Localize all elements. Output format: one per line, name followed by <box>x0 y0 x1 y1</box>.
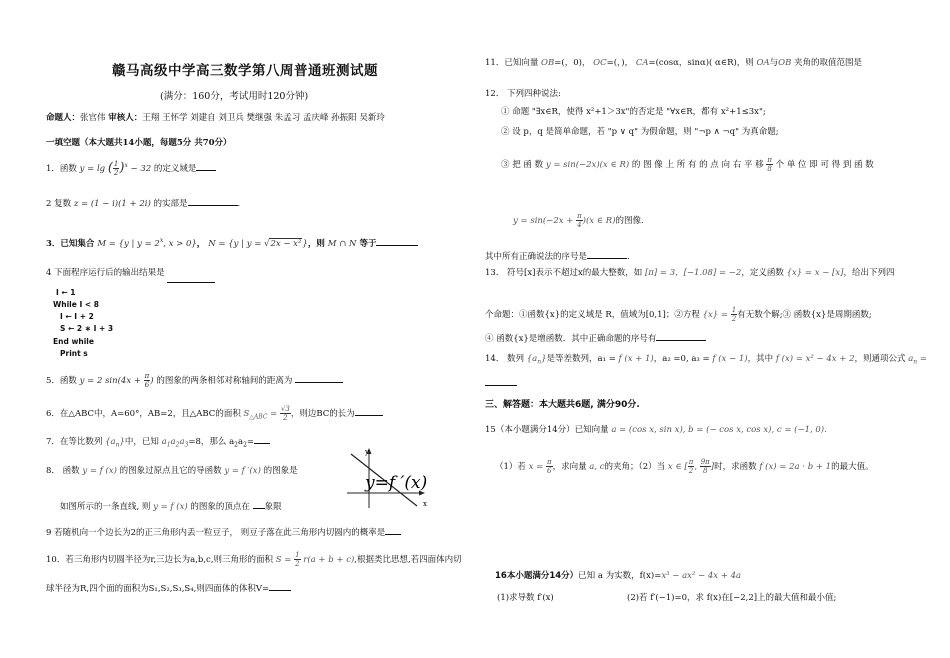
q13-def: {x} = x − [x] <box>786 268 844 278</box>
q16-part-1: (1)求导数 f′(x) <box>497 593 554 603</box>
q14-prefix: 14． 数列 <box>485 354 525 364</box>
q15-part2: 时，求函数 <box>714 462 757 472</box>
question-15-parts <box>495 458 874 475</box>
q2-end: . <box>237 199 241 209</box>
answer-blank[interactable] <box>376 236 418 246</box>
question-13 <box>485 267 894 279</box>
answer-blank[interactable] <box>485 376 517 386</box>
answer-blank[interactable] <box>254 434 270 444</box>
q3-intersection: M ∩ N <box>327 238 357 249</box>
answer-blank[interactable] <box>188 196 238 206</box>
q12-statement-3-line2 <box>513 212 644 229</box>
answer-blank[interactable] <box>167 273 215 283</box>
q10-prefix: 10．若三角形内切圆半径为r,三边长为a,b,c,则三角形的面积 <box>46 555 274 565</box>
q11-vector-oa: OA <box>756 58 770 68</box>
q15-x-value: x = $\frac{\pi}{6}$ <box>528 458 552 475</box>
q12-statement-2: ② 设 p，q 是简单命题，若 "p ∨ q" 为假命题，则 "¬p ∧ ¬q" 为真命题; <box>501 127 779 137</box>
q15-part1b: ，求向量 <box>552 462 587 472</box>
q8-end: 象限 <box>264 502 282 512</box>
question-5 <box>46 372 343 389</box>
q16-formula: x³ − ax² − 4x + 4a <box>661 571 742 581</box>
page-title: 赣马高级中学高三数学第八周普通班测试题 <box>112 63 378 79</box>
question-4 <box>46 265 215 279</box>
graph-label: y=f ′(x) <box>365 473 428 493</box>
question-10-line2 <box>46 581 291 595</box>
section1-heading: 一填空题（本大题共14小题，每题5分 共70分） <box>46 138 232 148</box>
q7-sequence: $\{a_n\}$ <box>105 437 125 449</box>
q13-line3-text: ④ 函数{x}是增函数．其中正确命题的序号有 <box>485 334 657 344</box>
answer-blank[interactable] <box>385 525 401 535</box>
authors-line <box>46 112 385 124</box>
q15-vec-ac: a, c <box>589 462 605 472</box>
q14-an: $a_n$ = <box>908 354 927 366</box>
q3-end: 等于 <box>359 238 377 249</box>
q8-fx: y = f (x) <box>82 466 117 476</box>
q2-prefix: 2 复数 <box>46 199 72 209</box>
reviewer-names: 王翔 王怀学 刘建自 刘卫兵 樊继强 朱孟习 孟庆峰 孙振阳 吴新玲 <box>142 113 385 123</box>
author-name: 张官伟 <box>80 113 106 123</box>
question-16 <box>495 570 741 582</box>
q13-line2-text: 个命题：①函数{x}的定义域是 R，值域为[0,1]；②方程 <box>485 310 700 320</box>
q1-formula: y = lg ( $\frac{1}{2}$ )$^x$ − 32 <box>79 160 152 177</box>
question-12: 12． 下列四种说法: <box>485 89 561 99</box>
q16-prefix: 16本小题满分14分） <box>495 571 579 581</box>
q15-vectors: a = (cos x, sin x), b = (− cos x, cos x), c = (−1, 0). <box>611 425 827 435</box>
question-7: 7．在等比数列 $\{a_n\}$中，已知 $a_1a_2a_3=8$，那么 $a_2a_2=$ <box>46 434 270 452</box>
q8-mid: 的图象过原点且它的导函数 <box>119 466 222 476</box>
q12-s3-suffix: 个 单 位 即 可 得 到 函 数 <box>775 160 874 170</box>
q11-vector-ca: CA <box>635 58 649 68</box>
q1-suffix: 的定义域是 <box>153 164 197 174</box>
q11-ob-value: =(，0)， <box>554 58 591 68</box>
answer-blank[interactable] <box>587 249 627 259</box>
q11-ca-value: =(cosα，sinα)( α∈R)，则 <box>648 58 754 68</box>
q11-vector-ob: OB <box>541 58 555 68</box>
q15-part2b: 的最大值。 <box>831 462 874 472</box>
authors-label: 命题人： <box>46 113 81 123</box>
q5-formula: y = 2 sin(4x + $\frac{\pi}{6}$ ) <box>79 372 154 389</box>
question-8-line2 <box>60 499 282 513</box>
q8-fprime: y = f ′(x) <box>224 466 261 476</box>
q16-part-2: (2)若 f′(−1)=0，求 f(x)在[−2,2]上的最大值和最小值; <box>627 593 837 603</box>
q12-s3-shift: $\frac{\pi}{8}$ <box>767 156 772 173</box>
q11-suffix: 夹角的取值范围是 <box>794 58 863 68</box>
right-column <box>475 0 950 658</box>
answer-blank[interactable] <box>295 373 343 383</box>
q8-suffix: 的图象是 <box>263 466 298 476</box>
page-subtitle: (满分：160分，考试用时120分钟) <box>160 91 309 102</box>
program-line: End while <box>53 337 94 346</box>
question-13-line2 <box>485 306 872 323</box>
answer-blank[interactable] <box>196 161 216 171</box>
q14-mid3: ，其中 <box>747 354 774 364</box>
question-6 <box>46 405 383 424</box>
q14-fx: f (x) = x² − 4x + 2 <box>775 354 855 364</box>
q8-line2-prefix: 如图所示的一条直线, 则 <box>60 502 151 512</box>
q6-suffix: ，则边BC的长为 <box>290 409 355 419</box>
program-line: While I < 8 <box>53 300 99 309</box>
q14-sequence: $\{a_n\}$ <box>526 354 547 366</box>
q6-prefix: 6．在△ABC中，A=60°，AB=2，且△ABC的面积 <box>46 409 241 419</box>
q3-set-m: M = {y | $y = 2^x$, x > 0} <box>97 237 197 249</box>
q15-part1: （1）若 <box>495 462 526 472</box>
question-2 <box>46 196 240 210</box>
q6-area: $S_{\triangle ABC}$ = $\frac{√3}{2}$ <box>243 405 290 422</box>
q10-suffix: ,根据类比思想,若四面体内切 <box>354 555 462 565</box>
question-11 <box>485 57 862 69</box>
q8-line2-suffix: 的图象的顶点在 <box>190 502 250 512</box>
q14-a3: f (x − 1) <box>712 354 748 364</box>
q9-text: 9 若随机向一个边长为2的正三角形内丢一粒豆子， 则豆子落在此三角形内切圆内的概率是 <box>46 528 386 538</box>
q14-mid1: 是等差数列，a₁ = <box>546 354 616 364</box>
question-14 <box>485 353 927 369</box>
q5-prefix: 5．函数 <box>46 376 77 386</box>
program-line: S ← 2 ∗ I + 3 <box>60 324 114 333</box>
q14-suffix: ，则通项公式 <box>854 354 906 364</box>
question-1 <box>46 160 216 177</box>
question-8 <box>46 465 298 477</box>
q4-text: 4 下面程序运行后的输出结果是 <box>46 268 165 278</box>
q12-s3-result: y = sin(−2x + $\frac{\pi}{4}$ )(x ∈ R) <box>513 212 616 229</box>
q12-statement-1: ① 命题 "∃x∈R，使得 x²+1＞3x"的否定是 "∀x∈R，都有 x²+1≤3x"; <box>501 107 766 117</box>
q14-mid2: ，a₂ =0, a₃ = <box>653 354 710 364</box>
q16-fx-label: f(x)= <box>639 571 662 581</box>
program-line: I ← 1 <box>56 288 76 297</box>
reviewers-label: 审核人： <box>108 113 143 123</box>
q8-prefix: 8． 函数 <box>46 466 80 476</box>
program-line: I ← I + 2 <box>60 312 94 321</box>
q15-prefix: 15（本小题满分14分）已知向量 <box>485 425 609 435</box>
section2-heading: 三、解答题：本大题共6题, 满分90分. <box>485 400 640 410</box>
x-axis-label: x <box>423 500 427 508</box>
answer-blank[interactable] <box>355 406 383 416</box>
question-15 <box>485 424 827 436</box>
q15-function: f (x) = 2a · b + 1 <box>759 462 832 472</box>
q12-s3-mid: 的 图 像 上 所 有 的 点 向 右 平 移 <box>631 160 764 170</box>
q7-prefix: 7．在等比数列 <box>46 437 103 447</box>
q13-end: ，给出下列四 <box>843 268 895 278</box>
q13-line2-end: 有无数个解;③ 函数{x}是周期函数; <box>737 310 872 320</box>
q3-suffix: ，则 <box>307 238 325 249</box>
q10-area-formula: S = $\frac{1}{2}$ r(a + b + c) <box>275 551 355 568</box>
q7-mid2: =8，那么 a <box>188 437 235 447</box>
q3-comma: ， <box>196 238 206 249</box>
q12-end-text: 其中所有正确说法的序号是 <box>485 252 588 262</box>
q3-prefix: 3．已知集合 <box>46 238 95 249</box>
q7-end: = <box>246 437 255 447</box>
q11-oc-value: =(，)， <box>606 58 634 68</box>
q11-with: 与 <box>769 58 779 68</box>
answer-blank[interactable] <box>656 331 706 341</box>
q5-suffix: 的图象的两条相邻对称轴间的距离为 <box>156 376 293 386</box>
q7-mid: 中，已知 <box>124 437 159 447</box>
q15-part1c: 的夹角；（2）当 <box>604 462 666 472</box>
question-13-line3 <box>485 331 706 345</box>
question-10 <box>46 551 462 568</box>
derivative-graph <box>343 446 433 512</box>
q1-prefix: 1．函数 <box>46 164 77 174</box>
q11-vector-ob2: OB <box>778 58 792 68</box>
q10-line2: 球半径为R,四个面的面积为S₁,S₂,S₃,S₄,则四面体的体积V= <box>46 584 270 594</box>
q12-conclusion: 其中所有正确说法的序号是 . <box>485 249 630 263</box>
q7-product: $a_1a_2a_3$ <box>161 437 189 449</box>
q13-prefix: 13． 符号[x]表示不超过x的最大整数，如 <box>485 268 643 278</box>
q12-s3-prefix: ③ 把 函 数 <box>501 160 544 170</box>
answer-blank[interactable] <box>269 581 291 591</box>
q13-mid: ，定义函数 <box>741 268 784 278</box>
q13-example: [π] = 3，[−1.08] = −2 <box>644 268 742 278</box>
q12-statement-3 <box>501 156 874 173</box>
q3-set-n: N = {y | y = √2x − x²} <box>208 238 308 249</box>
q2-formula: z = (1 − i)(1 + 2i) <box>73 199 151 209</box>
q8-fx2: y = f (x) <box>153 502 188 512</box>
program-line: Print s <box>60 349 88 358</box>
q13-equation: {x} = $\frac{1}{2}$ <box>702 306 737 323</box>
q11-vector-oc: OC <box>593 58 607 68</box>
answer-blank[interactable] <box>253 499 265 509</box>
q12-s3-formula: y = sin(−2x)(x ∈ R) <box>545 160 630 170</box>
question-3 <box>46 235 418 250</box>
q14-answer-line <box>485 376 517 390</box>
q15-interval: x ∈ [ $\frac{\pi}{2}$ , $\frac{9\pi}{8}$ ] <box>667 458 715 475</box>
question-9 <box>46 525 401 539</box>
q14-a1: f (x + 1) <box>618 354 654 364</box>
y-axis-label: y <box>365 448 369 456</box>
q16-mid: 已知 a 为实数， <box>578 571 640 581</box>
q11-prefix: 11．已知向量 <box>485 58 539 68</box>
q12-s3-end: 的图像. <box>615 216 644 226</box>
q2-suffix: 的实部是 <box>153 199 188 209</box>
